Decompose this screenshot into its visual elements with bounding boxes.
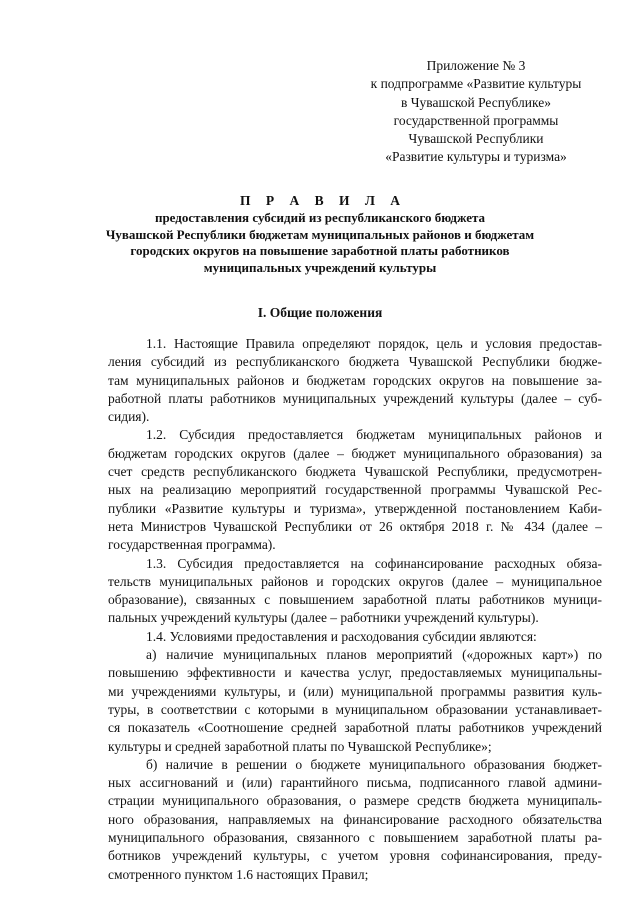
appendix-block <box>330 57 622 167</box>
text-line: 1.1. Настоящие Правила определяют порядок, цель и условия предостав- <box>146 336 602 351</box>
appendix-line: в Чувашской Республике» <box>401 94 551 110</box>
text-line: туры, в соответствии с которыми в муниципальном образовании устанавливает- <box>108 701 602 717</box>
text-line: ления субсидий из республиканского бюджета Чувашской Республики бюдже- <box>108 354 602 370</box>
text-line: б) наличие в решении о бюджете муниципального образования бюджет- <box>146 756 602 772</box>
text-line: 1.2. Субсидия предоставляется бюджетам муниципальных районов и <box>146 427 602 443</box>
text-line: сидия). <box>108 409 150 425</box>
text-line: там муниципальных районов и бюджетам городских округов на повышение за- <box>108 372 602 388</box>
text-line: работной платы работников муниципальных учреждений культуры (далее – суб- <box>108 390 602 406</box>
text-line: муниципального образования, связанного с повышением заработной платы ра- <box>108 830 602 846</box>
paragraph-1-4-a <box>108 646 602 756</box>
document-subtitle <box>90 210 550 276</box>
text-line: ся показатель «Соотношение средней заработной платы работников учреждений <box>108 720 602 736</box>
text-line: повышению эффективности и качества услуг, предоставляемых муниципальны- <box>108 665 602 681</box>
text-line: ботников учреждений культуры, с учетом уровня софинансирования, преду- <box>108 848 602 864</box>
paragraph-1-4 <box>108 628 602 646</box>
text-line: нета Министров Чувашской Республики от 26 октября 2018 г. № 434 (далее – <box>108 518 602 534</box>
subtitle-line: муниципальных учреждений культуры <box>203 259 437 275</box>
section-heading: I. Общие положения <box>257 305 383 320</box>
appendix-line: государственной программы <box>393 112 559 128</box>
document-body <box>108 335 602 884</box>
text-line: образование), связанных с повышением заработной платы работников муници- <box>108 592 602 608</box>
text-line: 1.3. Субсидия предоставляется на софинансирование расходных обяза- <box>146 555 602 571</box>
text-line: страции муниципального образования, о размере средств бюджета муниципаль- <box>108 793 602 809</box>
appendix-line: Чувашской Республики <box>408 131 544 147</box>
appendix-line: Приложение № 3 <box>426 58 526 73</box>
text-line: 1.4. Условиями предоставления и расходования субсидии являются: <box>146 628 537 644</box>
paragraph-1-4-b <box>108 756 602 884</box>
paragraph-1-1 <box>108 335 602 426</box>
document-title: П Р А В И Л А <box>239 193 407 208</box>
text-line: пальных учреждений культуры (далее – работники учреждений культуры). <box>108 610 539 626</box>
subtitle-line: предоставления субсидий из республиканского бюджета <box>154 210 486 225</box>
text-line: тельств муниципальных районов и городских округов (далее – муниципальное <box>108 573 602 589</box>
text-line: культуры и средней заработной платы по Чувашской Республике»; <box>108 738 492 754</box>
text-line: смотренного пунктом 1.6 настоящих Правил; <box>108 866 369 882</box>
text-line: ми учреждениями культуры, и (или) муниципальной программы развития куль- <box>108 683 602 699</box>
subtitle-line: городских округов на повышение заработной платы работников <box>130 243 510 258</box>
paragraph-1-2 <box>108 426 602 554</box>
text-line: ного образования, направляемых на финансирование расходного обязательства <box>108 811 602 827</box>
subtitle-line: Чувашской Республики бюджетам муниципальных районов и бюджетам <box>105 226 535 242</box>
appendix-line: к подпрограмме «Развитие культуры <box>370 76 582 92</box>
text-line: бюджетам городских округов (далее – бюджет муниципального образования) за <box>108 445 602 461</box>
paragraph-1-3 <box>108 555 602 628</box>
text-line: публики «Развитие культуры и туризма», утвержденной постановлением Каби- <box>108 500 602 516</box>
text-line: ных ассигнований и (или) гарантийного письма, подписанного главой админи- <box>108 775 602 791</box>
text-line: государственная программа). <box>108 537 276 553</box>
appendix-line: «Развитие культуры и туризма» <box>385 149 567 165</box>
text-line: счет средств республиканского бюджета Чувашской Республики, предусмотрен- <box>108 464 602 480</box>
text-line: ных на реализацию мероприятий государственной программы Чувашской Рес- <box>108 482 602 498</box>
text-line: а) наличие муниципальных планов мероприятий («дорожных карт») по <box>146 647 602 663</box>
